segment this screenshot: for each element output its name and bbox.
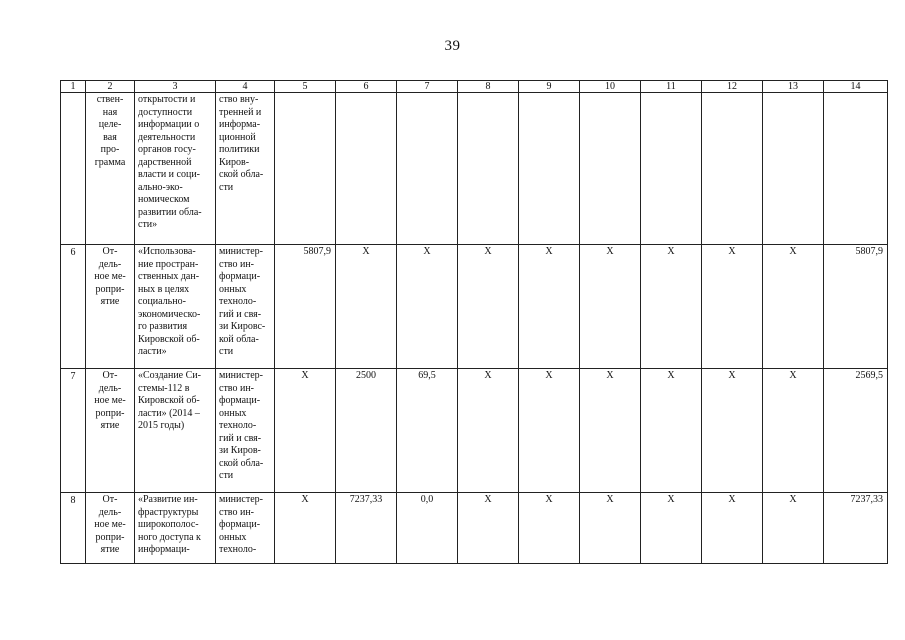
table-row-continuation	[61, 93, 888, 245]
column-header: 2	[86, 81, 135, 93]
table-row	[61, 245, 888, 369]
column-header: 5	[275, 81, 336, 93]
column-number-row	[61, 81, 888, 93]
value-cell: X	[702, 245, 763, 369]
value-cell: X	[519, 245, 580, 369]
value-cell: X	[580, 493, 641, 564]
value-cell: X	[580, 245, 641, 369]
column-header: 10	[580, 81, 641, 93]
value-cell	[641, 93, 702, 245]
value-cell	[397, 93, 458, 245]
row-name: «Развитие ин- фраструктуры широкополос- ного доступа к информаци-	[138, 494, 201, 555]
row-number-cell	[61, 93, 86, 245]
value-cell: X	[580, 369, 641, 493]
page-number: 39	[444, 38, 461, 54]
column-header: 7	[397, 81, 458, 93]
value-cell: X	[275, 369, 336, 493]
value-cell	[824, 93, 888, 245]
value-cell: X	[702, 369, 763, 493]
value-cell	[519, 93, 580, 245]
value-cell: X	[519, 369, 580, 493]
value-cell: 69,5	[397, 369, 458, 493]
value-cell: 7237,33	[336, 493, 397, 564]
value-cell	[580, 93, 641, 245]
value-cell: X	[641, 493, 702, 564]
row-type-cell	[86, 493, 135, 564]
row-name-cell	[135, 245, 216, 369]
value-cell: X	[458, 493, 519, 564]
row-type-cell	[86, 369, 135, 493]
value-cell: X	[275, 493, 336, 564]
value-cell: 0,0	[397, 493, 458, 564]
row-type: ствен- ная целе- вая про- грамма	[94, 94, 126, 168]
value-cell: X	[763, 245, 824, 369]
row-executor: министер- ство ин- формаци- онных техноло- гий и свя- зи Киров- ской обла- сти	[219, 370, 264, 481]
column-header: 9	[519, 81, 580, 93]
value-cell	[702, 93, 763, 245]
row-name: «Создание Си- стемы-112 в Кировской об- ласти» (2014 – 2015 годы)	[138, 370, 201, 431]
total-cell: 7237,33	[824, 493, 888, 564]
column-header: 11	[641, 81, 702, 93]
value-cell	[458, 93, 519, 245]
total-cell: 2569,5	[824, 369, 888, 493]
row-executor: министер- ство ин- формаци- онных техноло- гий и свя- зи Кировс- кой обла- сти	[219, 246, 266, 357]
row-executor-cell	[216, 493, 275, 564]
row-name: открытости и доступности информации о деятельности органов госу- дарственной власти и соци- ально-эко- номическом развитии обла- сти»	[138, 94, 202, 230]
row-type: От- дель- ное ме- ропри- ятие	[94, 494, 126, 555]
row-name-cell	[135, 493, 216, 564]
row-executor-cell	[216, 93, 275, 245]
row-name: «Использова- ние простран- ственных дан- ных в целях социально- экономическо- го развития Кировской об- ласти»	[138, 246, 201, 357]
row-executor: министер- ство ин- формаци- онных техноло-	[219, 494, 263, 555]
column-header: 8	[458, 81, 519, 93]
value-cell: X	[458, 369, 519, 493]
column-header: 12	[702, 81, 763, 93]
value-cell: X	[763, 369, 824, 493]
row-executor-cell	[216, 245, 275, 369]
value-cell: 2500	[336, 369, 397, 493]
value-cell: X	[519, 493, 580, 564]
row-name-cell	[135, 369, 216, 493]
table-row	[61, 369, 888, 493]
value-cell: 5807,9	[275, 245, 336, 369]
row-type: От- дель- ное ме- ропри- ятие	[94, 370, 126, 431]
table-row	[61, 493, 888, 564]
row-name-cell	[135, 93, 216, 245]
budget-table	[60, 80, 888, 564]
column-header: 3	[135, 81, 216, 93]
row-executor-cell	[216, 369, 275, 493]
row-type-cell	[86, 245, 135, 369]
column-header: 4	[216, 81, 275, 93]
value-cell	[275, 93, 336, 245]
column-header: 1	[61, 81, 86, 93]
value-cell	[336, 93, 397, 245]
row-number: 7	[61, 369, 86, 493]
value-cell: X	[702, 493, 763, 564]
value-cell: X	[458, 245, 519, 369]
value-cell: X	[397, 245, 458, 369]
total-cell: 5807,9	[824, 245, 888, 369]
row-executor: ство вну- тренней и информа- ционной политики Киров- ской обла- сти	[219, 94, 264, 193]
column-header: 13	[763, 81, 824, 93]
value-cell: X	[763, 493, 824, 564]
column-header: 14	[824, 81, 888, 93]
row-number: 8	[61, 493, 86, 564]
row-number: 6	[61, 245, 86, 369]
value-cell	[763, 93, 824, 245]
value-cell: X	[641, 245, 702, 369]
value-cell: X	[641, 369, 702, 493]
row-type: От- дель- ное ме- ропри- ятие	[94, 246, 126, 307]
column-header: 6	[336, 81, 397, 93]
row-type-cell	[86, 93, 135, 245]
value-cell: X	[336, 245, 397, 369]
